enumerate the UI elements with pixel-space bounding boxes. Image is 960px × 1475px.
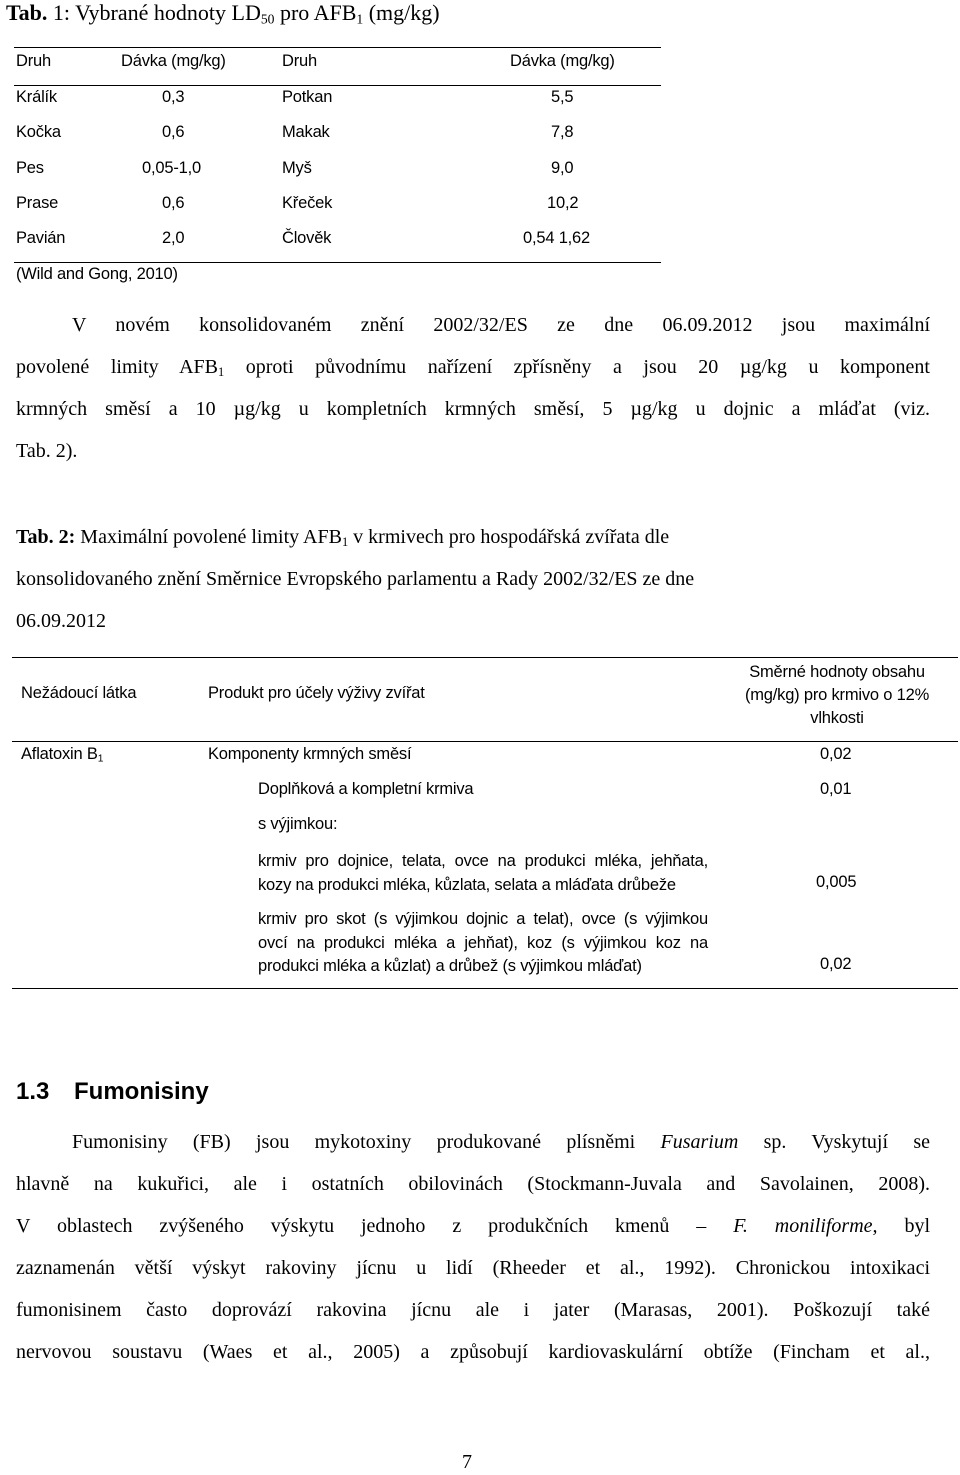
section-heading (16, 1078, 209, 1106)
table2-header-product: Produkt pro účely výživy zvířat (208, 684, 425, 702)
table1-header-dose: Dávka (mg/kg) (121, 52, 226, 70)
table1-header-dose-2: Dávka (mg/kg) (510, 52, 615, 70)
table2-product: krmiv pro dojnice, telata, ovce na produkci mléka, jehňata, kozy na produkci mléka, kůzlata, selata a mláďata drůbeže (258, 852, 708, 894)
table2-value: 0,01 (820, 780, 852, 798)
table1-top-rule (14, 47, 661, 48)
paragraph-legal-limits (16, 304, 930, 472)
table2-header-values: Směrné hodnoty obsahu (mg/kg) pro krmivo o 12% vlhkosti (744, 663, 930, 727)
table1-cell: Kočka (16, 123, 61, 141)
table1-header-species: Druh (16, 52, 51, 70)
page-number: 7 (462, 1451, 472, 1473)
table1-cell: 10,2 (547, 194, 579, 212)
paragraph-line: Fumonisiny (FB) jsou mykotoxiny produkované plísněmi Fusarium sp. Vyskytují se (72, 1131, 930, 1153)
table2-value: 0,02 (820, 745, 852, 763)
table1-source: (Wild and Gong, 2010) (16, 265, 178, 283)
table1-cell: 0,54 1,62 (523, 229, 591, 247)
table1-header-rule (14, 85, 661, 86)
table2-bottom-rule (12, 988, 958, 989)
table2-value: 0,005 (816, 873, 857, 891)
paragraph-line: krmných směsí a 10 µg/kg u kompletních krmných směsí, 5 µg/kg u dojnic a mláďat (viz. (16, 398, 930, 420)
table1-caption: Tab. 1: Vybrané hodnoty $LD_{50}$ pro $AFB_1$ (mg/kg) (6, 0, 440, 27)
table1-cell: 9,0 (551, 159, 574, 177)
table2-product: Komponenty krmných směsí (208, 745, 412, 763)
paragraph-fumonisins (16, 1121, 930, 1373)
table1-cell: Pavián (16, 229, 66, 247)
table2-header-rule (12, 741, 958, 742)
section-title: Fumonisiny (74, 1078, 209, 1105)
paragraph-line: zaznamenán větší výskyt rakoviny jícnu u lidí (Rheeder et al., 1992). Chronickou intoxikaci (16, 1257, 930, 1279)
table1-cell: 0,6 (162, 123, 185, 141)
table2-header-substance: Nežádoucí látka (21, 684, 137, 702)
table1-bottom-rule (14, 262, 661, 263)
table1-cell: 5,5 (551, 88, 574, 106)
table2-product: s výjimkou: (258, 815, 338, 833)
paragraph-line: V novém konsolidovaném znění 2002/32/ES ze dne 06.09.2012 jsou maximální (72, 314, 930, 336)
paragraph-line: nervovou soustavu (Waes et al., 2005) a způsobují kardiovaskulární obtíže (Fincham et al., (16, 1341, 930, 1363)
table1-header-species-2: Druh (282, 52, 317, 70)
section-number: 1.3 (16, 1078, 50, 1105)
table1-cell: 7,8 (551, 123, 574, 141)
table2-product: Doplňková a kompletní krmiva (258, 780, 474, 798)
table2-product: krmiv pro skot (s výjimkou dojnic a telat), ovce (s výjimkou ovcí na produkci mléka a jehňat), koz (s výjimkou koz na produkci mléka a kůzlat) a drůbež (s výjimkou mláďat) (258, 910, 708, 975)
table2-caption (16, 516, 930, 642)
table1-cell: Králík (16, 88, 57, 106)
table2-substance: Aflatoxin $B_1$ (21, 745, 104, 765)
table1-cell: Křeček (282, 194, 333, 212)
paragraph-line: povolené limity $AFB_1$ oproti původnímu nařízení zpřísněny a jsou 20 µg/kg u komponent (16, 356, 930, 380)
table1-cell: 0,05-1,0 (142, 159, 201, 177)
table1-cell: Člověk (282, 229, 332, 247)
paragraph-line: V oblastech zvýšeného výskytu jednoho z produkčních kmenů – F. moniliforme, byl (16, 1215, 931, 1237)
paragraph-line: Tab. 2). (16, 440, 78, 462)
paragraph-line: fumonisinem často doprovází rakovina jícnu ale i jater (Marasas, 2001). Poškozují také (16, 1299, 930, 1321)
table2-top-rule (12, 657, 958, 658)
table1-cell: 2,0 (162, 229, 185, 247)
table1-cell: 0,3 (162, 88, 185, 106)
table2-caption-line: 06.09.2012 (16, 610, 106, 632)
table1-cell: Prase (16, 194, 59, 212)
table2-value: 0,02 (820, 955, 852, 973)
paragraph-line: hlavně na kukuřici, ale i ostatních obilovinách (Stockmann-Juvala and Savolainen, 2008). (16, 1173, 930, 1195)
table1-cell: Myš (282, 159, 312, 177)
table1-cell: 0,6 (162, 194, 185, 212)
table2-caption-line: konsolidovaného znění Směrnice Evropského parlamentu a Rady 2002/32/ES ze dne (16, 568, 695, 590)
table1-cell: Pes (16, 159, 44, 177)
table1-cell: Makak (282, 123, 330, 141)
table2-caption-line: Tab. 2: Maximální povolené limity $AFB_1$ v krmivech pro hospodářská zvířata dle (16, 526, 670, 550)
table1-cell: Potkan (282, 88, 333, 106)
